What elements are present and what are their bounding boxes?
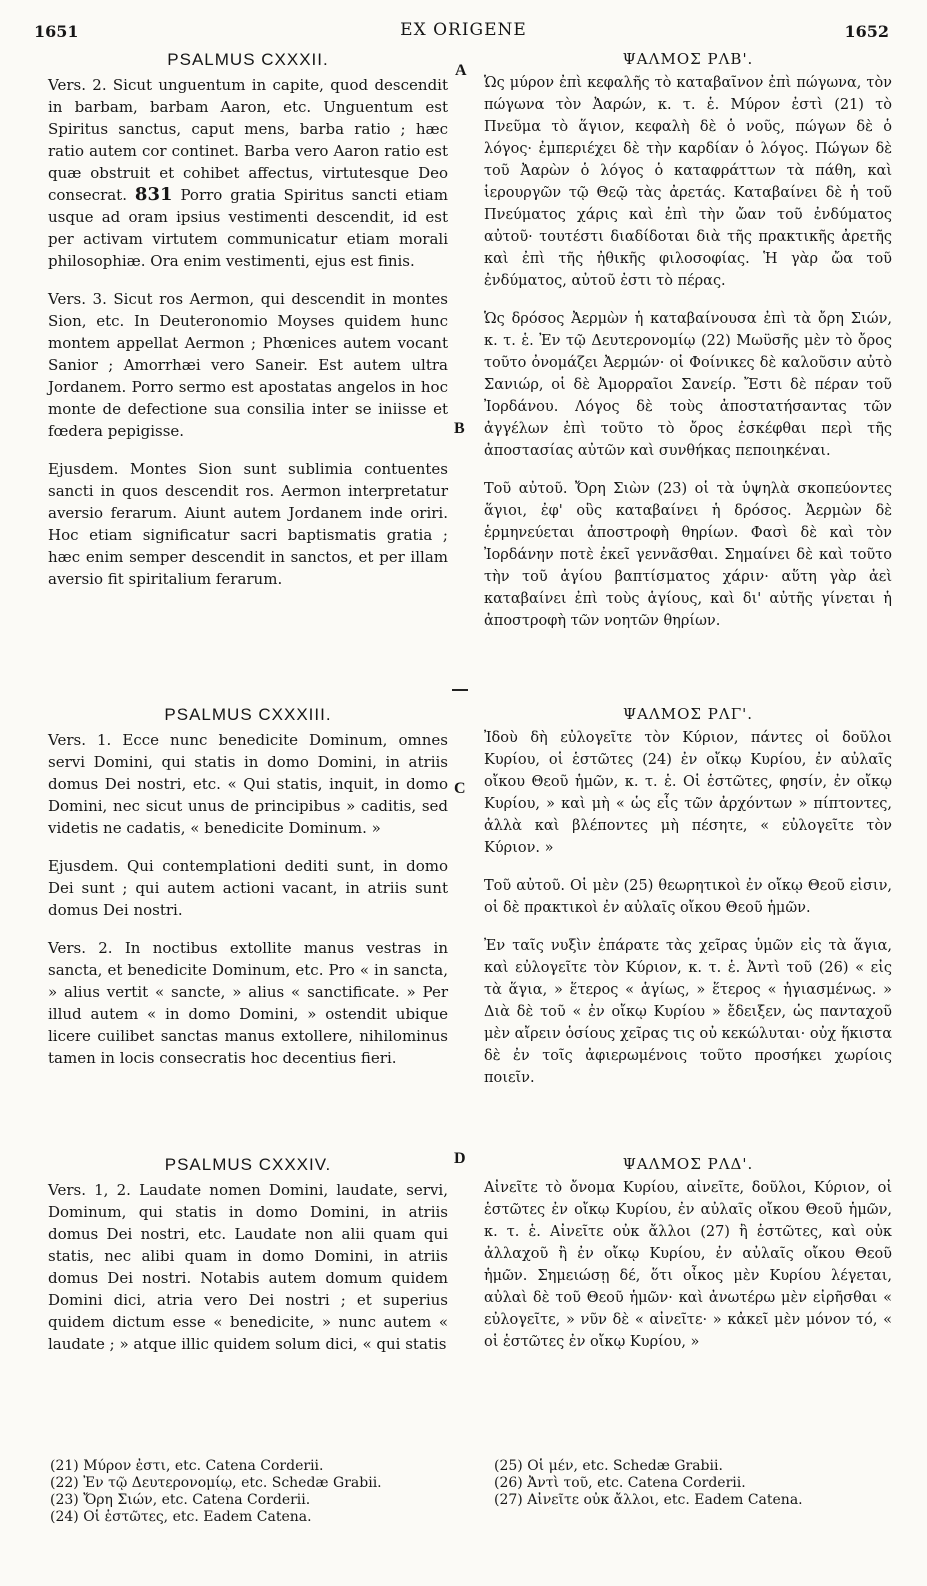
paragraph: Ὡς μύρον ἐπὶ κεφαλῆς τὸ καταβαῖνον ἐπὶ πώγωνα, τὸν πώγωνα τὸν Ἀαρών, κ. τ. ἑ. Μύρον ἐστὶ (21) τὸ Πνεῦμα τὸ ἅγιον, κεφαλὴ δὲ ὁ νοῦς, πώγων δὲ ὁ λόγος· ἐμπεριέχει δὲ τὴν καρδίαν ὁ λόγος. Πώγων δὲ τοῦ Ἀαρὼν ὁ λόγος ὁ καταφράττων τὰ πάθη, καὶ ἱερουργῶν τῷ Θεῷ τὰς ἀρετάς. Καταβαίνει δὲ ἡ τοῦ Πνεύματος χάρις καὶ ἐπὶ τὴν ὤαν τοῦ ἐνδύματος αὐτοῦ· τουτέστι διαδίδοται διὰ τῆς πρακτικῆς ἀρετῆς καὶ ἐπὶ τῆς ἠθικῆς φιλοσοφίας. Ἡ γὰρ ὤα τοῦ ἐνδύματος, αὐτοῦ ἐστι τὸ πέρας.: [484, 75, 892, 289]
footnote: (22) Ἐν τῷ Δευτερονομίῳ, etc. Schedæ Grabii.: [50, 1475, 382, 1491]
psalm-title: ΨΑΛΜΟΣ ΡΛΒ'.: [622, 50, 754, 68]
section-divider: [452, 689, 468, 691]
margin-letter-b: B: [454, 420, 465, 437]
paragraph: Vers. 3. Sicut ros Aermon, qui descendit in montes Sion, etc. In Deuteronomio Moyses quidem hunc montem appellat Aermon ; Phœnices autem vocant Sanior ; Amorrhæi vero Saneir. Est autem ultra Jordanem. Porro sermo est apostatas angelos in hoc monte de defectione sua consilia inter se iniisse et fœdera pepigisse.: [48, 290, 448, 440]
page-header: [0, 14, 927, 44]
greek-psalm-134: [484, 1155, 892, 1369]
paragraph: Ἐν ταῖς νυξὶν ἐπάρατε τὰς χεῖρας ὑμῶν εἰς τὰ ἅγια, καὶ εὐλογεῖτε τὸν Κύριον, κ. τ. ἑ. Ἀντὶ τοῦ (26) « εἰς τὰ ἅγια, » ἕτερος « ἁγίως, » ἕτερος « ἡγιασμένως. » Διὰ δὲ τοῦ « ἐν οἴκῳ Κυρίου » ἔδειξεν, ὡς πανταχοῦ μὲν αἴρειν ὁσίους χεῖρας τις οὐ κεκώλυται· οὐχ ἥκιστα δὲ ἐν τοῖς ἀφιερωμένοις τοῦτο προσήκει χωρίοις ποιεῖν.: [484, 938, 892, 1086]
paragraph: Αἰνεῖτε τὸ ὄνομα Κυρίου, αἰνεῖτε, δοῦλοι, Κύριον, οἱ ἑστῶτες ἐν οἴκῳ Κυρίου, ἐν αὐλαῖς οἴκου Θεοῦ ἡμῶν, κ. τ. ἑ. Αἰνεῖτε οὐκ ἄλλοι (27) ἢ ἑστῶτες, καὶ οὐκ ἀλλαχοῦ ἢ ἐν οἴκῳ Κυρίου, ἐν αὐλαῖς οἴκου Θεοῦ ἡμῶν. Σημειώσῃ δέ, ὅτι οἶκος μὲν Κυρίου λέγεται, αὐλαὶ δὲ τοῦ Θεοῦ ἡμῶν· καὶ ἀνωτέρω μὲν εἰρῆσθαι « εὐλογεῖτε, » νῦν δὲ « αἰνεῖτε· » κἀκεῖ μὲν μόνον τό, « οἱ ἑστῶτες ἐν οἴκῳ Κυρίου, »: [484, 1180, 892, 1350]
footnote: (27) Αἰνεῖτε οὐκ ἄλλοι, etc. Eadem Catena.: [494, 1492, 803, 1508]
psalm-title: PSALMUS CXXXIV.: [164, 1155, 332, 1174]
paragraph: Ejusdem. Qui contemplationi dediti sunt, in domo Dei sunt ; qui autem actioni vacant, in atriis sunt domus Dei nostri.: [48, 857, 448, 919]
left-column-number: 1651: [34, 22, 79, 41]
latin-psalm-132: [48, 50, 448, 606]
paragraph: Vers. 1. Ecce nunc benedicite Dominum, omnes servi Domini, qui statis in domo Domini, in atriis domus Dei nostri, etc. « Qui statis, inquit, in domo Domini, nec sicut unus de principibus » caditis, sed videtis ne cadatis, « benedicite Dominum. »: [48, 731, 448, 837]
column-marker: 831: [134, 184, 173, 205]
paragraph: Ὡς δρόσος Ἀερμὼν ἡ καταβαίνουσα ἐπὶ τὰ ὄρη Σιών, κ. τ. ἑ. Ἐν τῷ Δευτερονομίῳ (22) Μωϋσῆς μὲν τὸ ὄρος τοῦτο ὀνομάζει Ἀερμών· οἱ Φοίνικες δὲ καλοῦσιν αὐτὸ Σανιώρ, οἱ δὲ Ἀμορραῖοι Σανείρ. Ἔστι δὲ πέραν τοῦ Ἰορδάνου. Λόγος δὲ τοὺς ἀποστατήσαντας τῶν ἀγγέλων ἐπὶ τοῦτο τὸ ὄρος ἐσκέφθαι περὶ τῆς ἀποστασίας αὐτῶν καὶ συνθήκας πεποιηκέναι.: [484, 311, 892, 459]
paragraph: Vers. 1, 2. Laudate nomen Domini, laudate, servi, Dominum, qui statis in domo Domini, in atriis domus Dei nostri, etc. Laudate non alii quam qui statis, nec alibi quam in domo Domini, in atriis domus Dei nostri. Notabis autem domum quidem Domini dici, atria vero Dei nostri ; et superius quidem dictum esse « benedicite, » nunc autem « laudate ; » atque illic quidem solum dici, « qui statis: [48, 1181, 448, 1353]
paragraph: Ἰδοὺ δὴ εὐλογεῖτε τὸν Κύριον, πάντες οἱ δοῦλοι Κυρίου, οἱ ἑστῶτες (24) ἐν οἴκῳ Κυρίου, ἐν αὐλαῖς οἴκου Θεοῦ ἡμῶν, κ. τ. ἑ. Οἱ ἑστῶτες, φησίν, ἐν οἴκῳ Κυρίου, » καὶ μὴ « ὡς εἷς τῶν ἀρχόντων » πίπτοντες, ἀλλὰ καὶ βλέποντες μὴ πέσητε, « εὐλογεῖτε τὸν Κύριον. »: [484, 730, 892, 856]
latin-psalm-133: [48, 705, 448, 1085]
paragraph: Ejusdem. Montes Sion sunt sublimia contuentes sancti in quos descendit ros. Aermon interpretatur aversio ferarum. Aiunt autem Jordanem inde oriri. Hoc etiam significatur sacri baptismatis gratia ; hæc enim semper descendit in sanctos, et per illam aversio fit spiritalium ferarum.: [48, 460, 448, 588]
left-footnotes: [50, 1458, 382, 1526]
greek-psalm-133: [484, 705, 892, 1105]
paragraph: Τοῦ αὐτοῦ. Οἱ μὲν (25) θεωρητικοὶ ἐν οἴκῳ Θεοῦ εἰσιν, οἱ δὲ πρακτικοὶ ἐν αὐλαῖς οἴκου Θεοῦ ἡμῶν.: [484, 878, 892, 916]
footnote: (25) Οἱ μέν, etc. Schedæ Grabii.: [494, 1458, 723, 1474]
right-footnotes: [494, 1458, 803, 1509]
footnote: (26) Ἀντὶ τοῦ, etc. Catena Corderii.: [494, 1475, 746, 1491]
margin-letter-c: C: [454, 780, 466, 797]
paragraph: Vers. 2. Sicut unguentum in capite, quod descendit in barbam, barbam Aaron, etc. Unguentum est Spiritus sanctus, caput mens, barba ratio ; hæc ratio autem cor continet. Barba vero Aaron ratio est quæ obstruit et cohibet affectus, virtutesque Deo consecrat. 831 Porro gratia Spiritus sancti etiam usque ad oram ipsius vestimenti descendit, id est per activam virtutem communicatur etiam morali philosophiæ. Ora enim vestimenti, ejus est finis.: [48, 76, 448, 270]
footnote: (23) Ὄρη Σιών, etc. Catena Corderii.: [50, 1492, 311, 1508]
footnote: (21) Μύρον ἐστι, etc. Catena Corderii.: [50, 1458, 324, 1474]
latin-psalm-134: [48, 1155, 448, 1371]
psalm-title: PSALMUS CXXXIII.: [164, 705, 332, 724]
margin-letter-a: A: [455, 62, 467, 79]
margin-letter-d: D: [454, 1150, 466, 1167]
footnote: (24) Οἱ ἑστῶτες, etc. Eadem Catena.: [50, 1509, 312, 1525]
psalm-title: ΨΑΛΜΟΣ ΡΛΔ'.: [622, 1155, 754, 1173]
right-column-number: 1652: [844, 22, 889, 41]
psalm-title: PSALMUS CXXXII.: [167, 50, 329, 69]
paragraph: Vers. 2. In noctibus extollite manus vestras in sancta, et benedicite Dominum, etc. Pro « in sancta, » alius vertit « sancte, » alius « sanctificate. » Per illud autem « in domo Domini, » ostendit ubique licere cuilibet sanctas manus extollere, nihilominus tamen in locis consecratis hoc decentius fieri.: [48, 939, 448, 1067]
paragraph: Τοῦ αὐτοῦ. Ὄρη Σιὼν (23) οἱ τὰ ὑψηλὰ σκοπεύοντες ἅγιοι, ἐφ' οὓς καταβαίνει ἡ δρόσος. Ἀερμὼν δὲ ἑρμηνεύεται ἀποστροφὴ θηρίων. Φασὶ δὲ καὶ τὸν Ἰορδάνην ποτὲ ἐκεῖ γεννᾶσθαι. Σημαίνει δὲ καὶ τοῦτο τὴν τοῦ ἁγίου βαπτίσματος χάριν· αὕτη γὰρ ἀεὶ καταβαίνει ἐπὶ τοὺς ἁγίους, καὶ δι' αὐτῆς γίνεται ἡ ἀποστροφὴ τῶν νοητῶν θηρίων.: [484, 481, 892, 629]
running-title: EX ORIGENE: [400, 20, 527, 40]
psalm-title: ΨΑΛΜΟΣ ΡΛΓ'.: [622, 705, 754, 723]
greek-psalm-132: [484, 50, 892, 648]
